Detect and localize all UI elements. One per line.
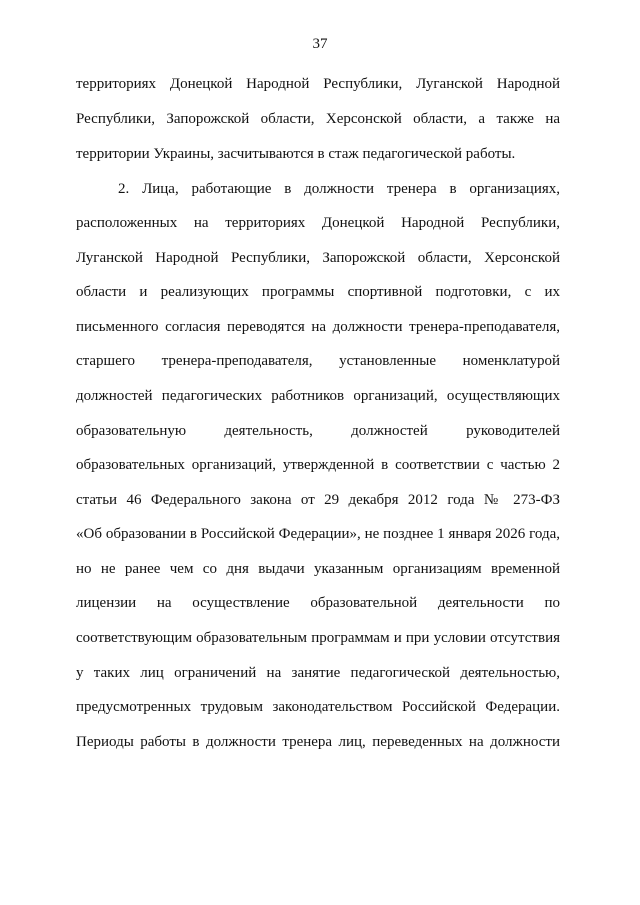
paragraph-first-line: 2. Лица, работающие в должности тренера в организациях, [118,181,560,197]
text-line: статьи 46 Федерального закона от 29 декабря 2012 года № 273-ФЗ [76,492,560,508]
text-line: области и реализующих программы спортивной подготовки, с их [76,284,560,300]
text-line: должностей педагогических работников организаций, осуществляющих [76,388,560,404]
text-line: соответствующим образовательным программам и при условии отсутствия [76,630,560,646]
text-line: старшего тренера-преподавателя, установленные номенклатурой [76,353,560,369]
text-line: письменного согласия переводятся на должности тренера-преподавателя, [76,319,560,335]
text-line: образовательных организаций, утвержденной в соответствии с частью 2 [76,457,560,473]
text-line: территориях Донецкой Народной Республики, Луганской Народной [76,76,560,92]
text-line: лицензии на осуществление образовательной деятельности по [76,595,560,611]
text-line: территории Украины, засчитываются в стаж педагогической работы. [76,146,516,162]
text-line: Республики, Запорожской области, Херсонской области, а также на [76,111,560,127]
text-line: у таких лиц ограничений на занятие педагогической деятельностью, [76,665,560,681]
text-line: но не ранее чем со дня выдачи указанным организациям временной [76,561,560,577]
text-line: Периоды работы в должности тренера лиц, переведенных на должности [76,734,560,750]
text-line: Луганской Народной Республики, Запорожской области, Херсонской [76,250,560,266]
page-number: 37 [312,36,328,52]
text-line: предусмотренных трудовым законодательством Российской Федерации. [76,699,560,715]
text-line: «Об образовании в Российской Федерации», не позднее 1 января 2026 года, [76,526,560,542]
text-line: образовательную деятельность, должностей руководителей [76,423,560,439]
text-line: расположенных на территориях Донецкой Народной Республики, [76,215,560,231]
